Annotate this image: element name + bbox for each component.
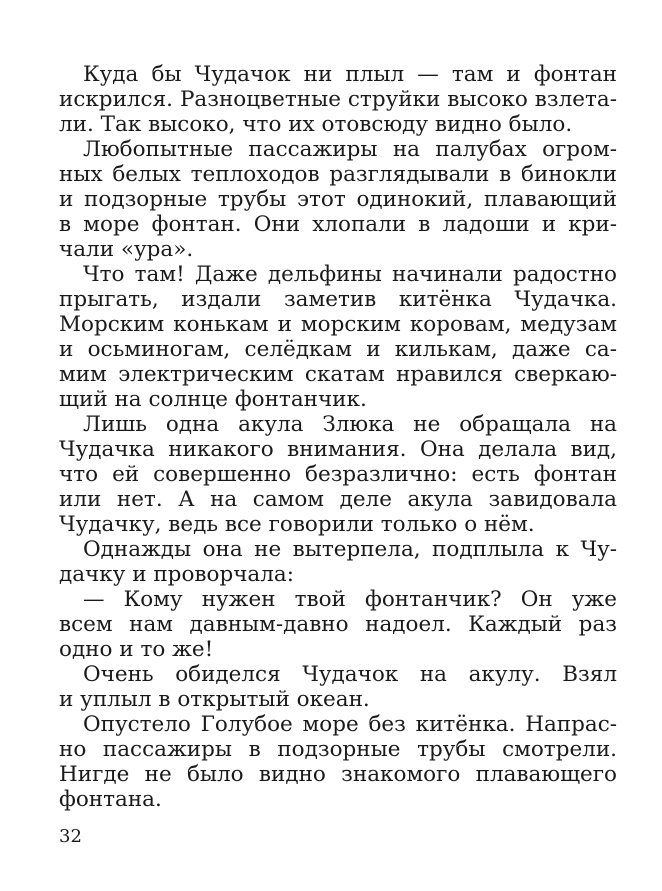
paragraph-7 <box>59 662 617 712</box>
text-line: Опустело Голубое море без китёнка. Напрас- <box>83 712 617 737</box>
page-number: 32 <box>59 826 82 847</box>
text-line: Нигде не было видно знакомого плавающего <box>59 762 617 787</box>
text-line: всем нам давным-давно надоел. Каждый раз <box>59 612 617 637</box>
page-body <box>59 62 617 812</box>
text-line: что ей совершенно безразлично: есть фонтан <box>59 462 617 487</box>
text-line: чали «ура». <box>59 237 194 262</box>
text-line: прыгать, издали заметив китёнка Чудачка. <box>59 287 617 312</box>
paragraph-5 <box>59 537 617 587</box>
text-line: Морским конькам и морским коровам, медузам <box>59 312 617 337</box>
text-line: Лишь одна акула Злюка не обращала на <box>83 412 617 437</box>
text-line: щий на солнце фонтанчик. <box>59 387 367 412</box>
paragraph-3 <box>59 262 617 412</box>
text-line: дачку и проворчала: <box>59 562 294 587</box>
text-line: Любопытные пассажиры на палубах огром- <box>83 137 617 162</box>
text-line: и осьминогам, селёдкам и килькам, даже са- <box>59 337 617 362</box>
text-line: ли. Так высоко, что их отовсюду видно было. <box>59 112 573 137</box>
text-line: Чудачка никакого внимания. Она делала вид, <box>59 437 617 462</box>
text-line: Очень обиделся Чудачок на акулу. Взял <box>83 662 617 687</box>
text-line: Что там! Даже дельфины начинали радостно <box>83 262 617 287</box>
text-line: — Кому нужен твой фонтанчик? Он уже <box>83 587 617 612</box>
paragraph-1 <box>59 62 617 137</box>
text-line: Однажды она не вытерпела, подплыла к Чу- <box>83 537 617 562</box>
paragraph-2 <box>59 137 617 262</box>
text-line: ных белых теплоходов разглядывали в бинокли <box>59 162 617 187</box>
text-line: Чудачку, ведь все говорили только о нём. <box>59 512 535 537</box>
paragraph-8 <box>59 712 617 812</box>
text-line: и подзорные трубы этот одинокий, плавающий <box>59 187 617 212</box>
text-line: искрился. Разноцветные струйки высоко взлета- <box>59 87 617 112</box>
text-line: Куда бы Чудачок ни плыл — там и фонтан <box>83 62 617 87</box>
paragraph-6 <box>59 587 617 662</box>
paragraph-4 <box>59 412 617 537</box>
text-line: фонтана. <box>59 787 162 812</box>
text-line: в море фонтан. Они хлопали в ладоши и кри- <box>59 212 617 237</box>
text-line: но пассажиры в подзорные трубы смотрели. <box>59 737 617 762</box>
text-line: или нет. А на самом деле акула завидовала <box>59 487 617 512</box>
text-line: одно и то же! <box>59 637 214 662</box>
text-line: и уплыл в открытый океан. <box>59 687 370 712</box>
text-line: мим электрическим скатам нравился сверкаю- <box>59 362 617 387</box>
